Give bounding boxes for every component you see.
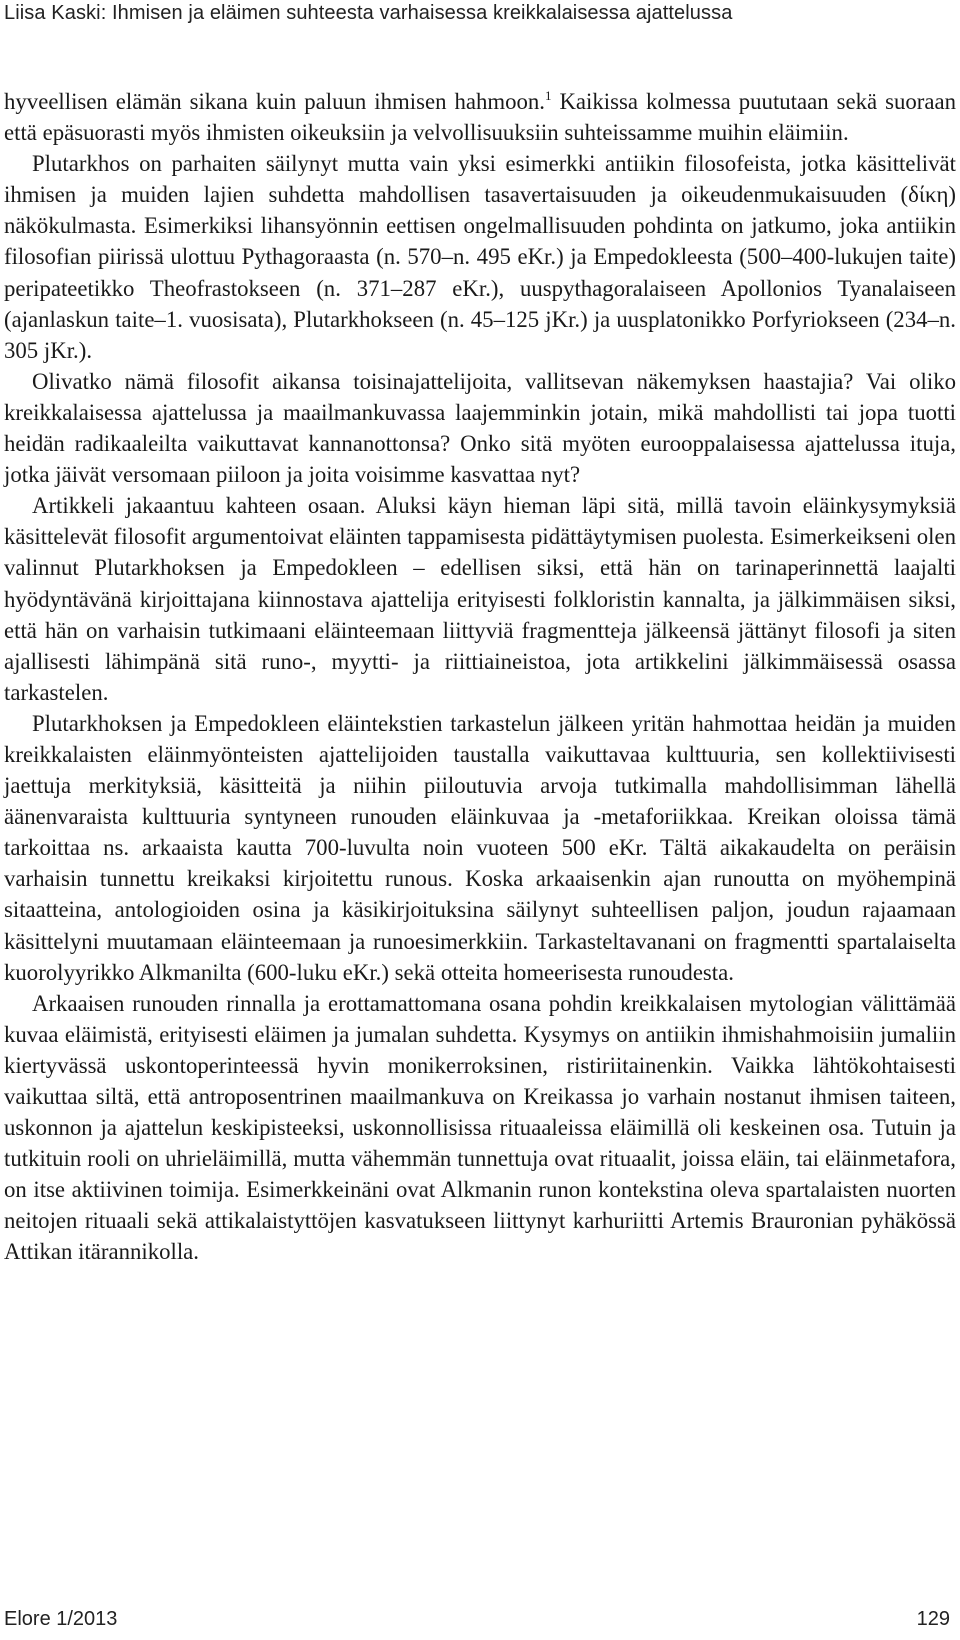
paragraph-6: Arkaaisen runouden rinnalla ja erottamattomana osana pohdin kreikkalaisen mytologian välittämää kuvaa eläimistä, erityisesti eläimen ja jumalan suhdetta. Kysymys on antiikin ihmishahmoisiin jumaliin kiertyvässä uskontoperinteessä hyvin monikerroksinen, ristiriitainenkin. Vaikka lähtökohtaisesti vaikuttaa siltä, että antroposentrinen maailmankuva on Kreikassa jo varhain nostanut ihmisen taiteen, uskonnon ja ajattelun keskipisteeksi, uskonnollisissa rituaaleissa eläimillä oli keskeinen osa. Tutuin ja tutkituin rooli on uhrieläimillä, mutta vähemmän tunnettuja ovat rituaalit, joissa eläin, tai eläinmetafora, on itse aktiivinen toimija. Esimerkkeinäni ovat Alkmanin runon kontekstina oleva spartalaisten nuorten neitojen rituaali sekä attikalaistyttöjen kasvatukseen liittynyt karhuriitti Artemis Brauronian pyhäkössä Attikan itärannikolla. (4, 990, 956, 1265)
page-number: 129 (916, 1608, 950, 1630)
paragraph-1-text-end: Kaikissa kolmessa puututaan sekä suoraan että epäsuorasti myös ihmisten oikeuksiin ja velvollisuuksiin suhteissamme muihin eläimiin. (4, 89, 956, 146)
journal-issue: Elore 1/2013 (4, 1608, 118, 1630)
footnote-marker[interactable]: 1 (545, 88, 552, 103)
paragraph-4: Artikkeli jakaantuu kahteen osaan. Aluksi käyn hieman läpi sitä, millä tavoin eläinkysymyksiä käsittelevät filosofit argumentoivat eläinten tappamisesta pidättäytymisen puolesta. Esimerkeikseni olen valinnut Plutarkhoksen ja Empedokleen – edellisen siksi, että hän on tarinaperinnettä laajalti hyödyntävänä kirjoittajana kiinnostava ajattelija erityisesti folkloristin kannalta, ja jälkimmäisen siksi, että hän on varhaisin tutkimaani eläinteemaan liittyviä fragmentteja jälkeensä jättänyt filosofi ja siten ajallisesti lähimpänä sitä runo-, myytti- ja riittiaineistoa, jota artikkelini jälkimmäisessä osassa tarkastelen. (4, 493, 956, 705)
paragraph-2: Plutarkhos on parhaiten säilynyt mutta vain yksi esimerkki antiikin filosofeista, jotka käsittelivät ihmisen ja muiden lajien suhdetta mahdollisen tasavertaisuuden ja oikeudenmukaisuuden (δίκη) näkökulmasta. Esimerkiksi lihansyönnin eettisen ongelmallisuuden pohdinta on jatkumo, joka antiikin filosofian piirissä ulottuu Pythagoraasta (n. 570–n. 495 eKr.) ja Empedokleesta (500–400-lukujen taite) peripateetikko Theofrastokseen (n. 371–287 eKr.), uuspythagoralaiseen Apollonios Tyanalaiseen (ajanlaskun taite–1. vuosisata), Plutarkhokseen (n. 45–125 jKr.) ja uusplatonikko Porfyriokseen (234–n. 305 jKr.). (4, 151, 956, 363)
paragraph-3: Olivatko nämä filosofit aikansa toisinajattelijoita, vallitsevan näkemyksen haastajia? Vai oliko kreikkalaisessa ajattelussa ja maailmankuvassa laajemminkin jotain, mikä mahdollisti tai jopa tuotti heidän radikaaleilta vaikuttavat kannanottonsa? Onko sitä myöten eurooppalaisessa ajattelussa ituja, jotka jäivät versomaan piiloon ja joita voisimme kasvattaa nyt? (4, 368, 956, 488)
paragraph-1 (4, 86, 956, 148)
paragraph-5: Plutarkhoksen ja Empedokleen eläintekstien tarkastelun jälkeen yritän hahmottaa heidän ja muiden kreikkalaisten eläinmyönteisten ajattelijoiden taustalla vaikuttavaa kulttuuria, sen kollektiivisesti jaettuja merkityksiä, käsitteitä ja niihin piiloutuvia arvoja tutkimalla mahdollisimman lähellä äänenvaraista kulttuuria syntyneen runouden eläinkuvaa ja -metaforiikkaa. Kreikan oloissa tämä tarkoittaa ns. arkaaista kautta 700-luvulta noin vuoteen 500 eKr. Tältä aikakaudelta on peräisin varhaisin tunnettu kreikaksi kirjoitettu runous. Koska arkaaisenkin ajan runoutta on myöhempinä sitaatteina, antologioiden osina ja käsikirjoituksina säilynyt suhteellisen paljon, joudun rajaamaan käsittelyni muutamaan eläinteemaan ja runoesimerkkiin. Tarkasteltavanani on fragmentti spartalaiselta kuorolyyrikko Alkmanilta (600-luku eKr.) sekä otteita homeerisesta runoudesta. (4, 710, 956, 985)
running-header: Liisa Kaski: Ihmisen ja eläimen suhteesta varhaisessa kreikkalaisessa ajattelussa (4, 2, 733, 24)
paragraph-1-text-start: hyveellisen elämän sikana kuin paluun ihmisen hahmoon. (4, 89, 545, 114)
article-body (4, 86, 956, 1268)
